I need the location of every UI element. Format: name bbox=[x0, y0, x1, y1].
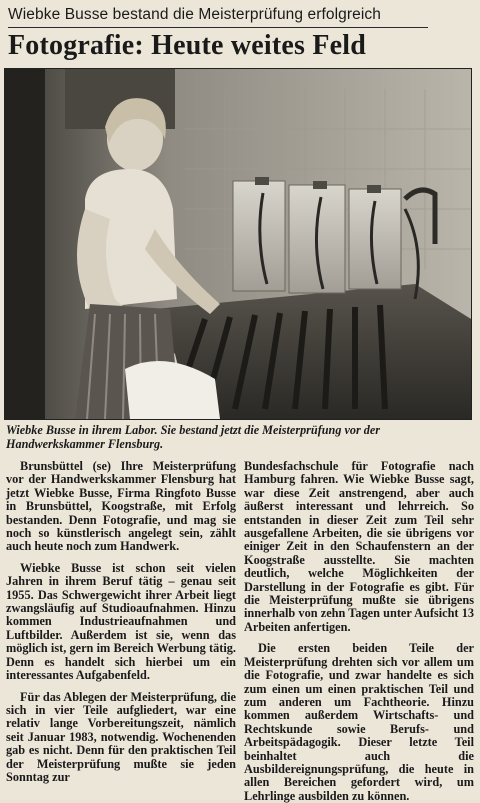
photo-caption: Wiebke Busse in ihrem Labor. Sie bestand jetzt die Meisterprüfung vor der Handwerkskammer Flensburg. bbox=[6, 423, 380, 451]
article-paragraph bbox=[6, 460, 236, 554]
article-paragraph: Wiebke Busse ist schon seit vielen Jahren in ihrem Beruf tätig – genau seit 1955. Das Schwergewicht ihrer Arbeit liegt zwangsläufig auf Studioaufnahmen. Hinzu kommen Industrieaufnahmen und Luftbilder. Außerdem ist sie, wenn das möglich ist, gern im Bereich Werbung tätig. Denn es handelt sich hierbei um ein interessantes Aufgabenfeld. bbox=[6, 560, 236, 683]
darkroom-photo-illustration bbox=[5, 69, 471, 419]
kicker-underline bbox=[8, 27, 428, 28]
article-column-left bbox=[6, 460, 236, 784]
article-column-right bbox=[244, 460, 474, 803]
headline: Fotografie: Heute weites Feld bbox=[8, 30, 367, 61]
paragraph-text: (se) Ihre Meisterprüfung vor der Handwerkskammer Flensburg hat jetzt Wiebke Busse, Firma Ringfoto Busse in Brunsbüttel, Koogstraße, mit Erfolg bestanden. Denn Fotografie, und mag sie noch so künstlerisch angelegt sein, zählt auch heute noch zum Handwerk. bbox=[6, 459, 237, 554]
article-paragraph: Bundesfachschule für Fotografie nach Hamburg fahren. Wie Wiebke Busse sagt, war diese Zeit anstrengend, aber auch äußerst interessant und lehrreich. So entstanden in dieser Zeit zum Teil sehr ausgefallene Arbeiten, die sie übrigens vor einiger Zeit in den Schaufenstern an der Koogstraße ausstellte. Sie machten deutlich, welche Möglichkeiten der Darstellung in der Fotografie es gibt. Für die Meisterprüfung mußte sie übrigens innerhalb von zehn Tagen unter Aufsicht 13 Arbeiten anfertigen. bbox=[244, 459, 474, 634]
article-paragraph: Für das Ablegen der Meisterprüfung, die sich in vier Teile aufgliedert, war eine relativ lange Vorbereitungszeit, nämlich seit Januar 1983, notwendig. Wochenenden gab es nicht. Denn für den praktischen Teil der Meisterprüfung mußte sie jeden Sonntag zur bbox=[6, 689, 236, 784]
article-photo bbox=[4, 68, 472, 420]
kicker-line: Wiebke Busse bestand die Meisterprüfung erfolgreich bbox=[8, 6, 381, 23]
dateline: Brunsbüttel bbox=[20, 459, 83, 473]
article-paragraph: Die ersten beiden Teile der Meisterprüfung drehten sich vor allem um die Fotografie, und zwar handelte es sich zum einen um einen praktischen Teil und zum anderen um Fachtheorie. Hinzu kommen außerdem Wirtschafts- und Rechtskunde sowie Berufs- und Arbeitspädagogik. Dieser letzte Teil beinhaltet auch die Ausbildereignungsprüfung, die heute in allen Bereichen gefordert wird, um Lehrlinge ausbilden zu können. bbox=[244, 641, 474, 803]
